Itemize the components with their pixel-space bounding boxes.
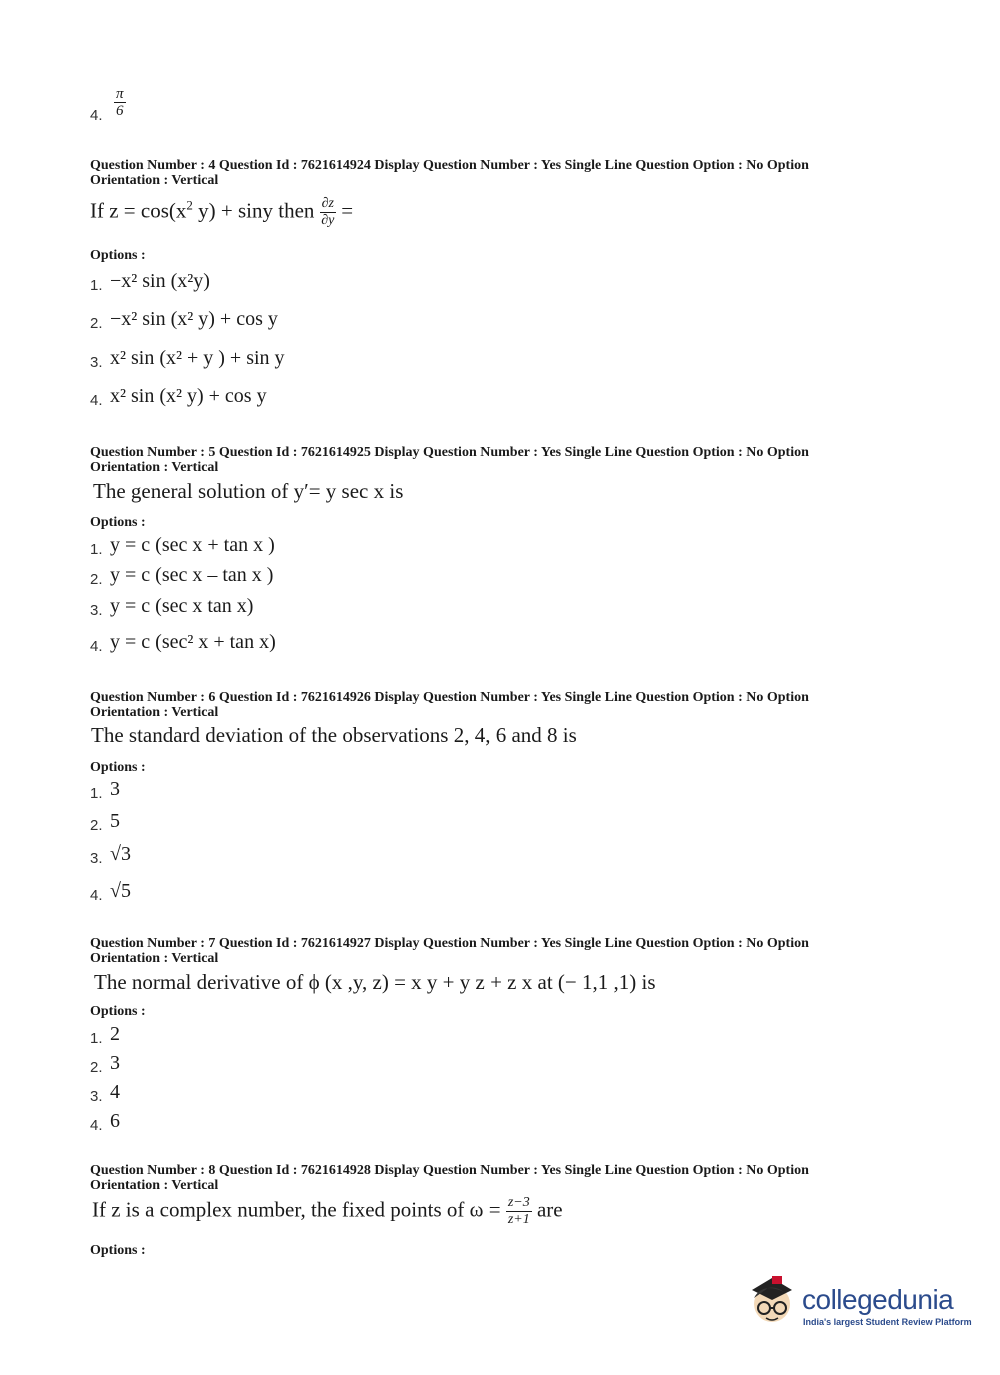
option: 2. 3 xyxy=(90,1052,120,1076)
question-6-meta: Question Number : 6 Question Id : 7621614926 Display Question Number : Yes Single Line Question Option : No Option Orientation : Vertical xyxy=(90,690,809,720)
option: 3. x² sin (x² + y ) + sin y xyxy=(90,347,285,371)
question-4-statement: If $z = \cos(x^2$ y) + siny then $\frac{\partial z}{\partial y}$ = xyxy=(90,196,354,228)
option: 4. y = c (sec² x + tan x) xyxy=(90,631,276,655)
collegedunia-logo xyxy=(742,1268,972,1338)
option: 1. 2 xyxy=(90,1023,120,1047)
question-4-meta: Question Number : 4 Question Id : 7621614924 Display Question Number : Yes Single Line Question Option : No Option Orientation : Vertical xyxy=(90,158,809,188)
options-label: Options : xyxy=(90,1243,146,1258)
option: 4. √5 xyxy=(90,880,131,904)
options-label: Options : xyxy=(90,1004,146,1019)
option-number: 4. xyxy=(90,107,103,125)
question-8-meta: Question Number : 8 Question Id : 7621614928 Display Question Number : Yes Single Line Question Option : No Option Orientation : Vertical xyxy=(90,1163,809,1193)
question-6-statement: The standard deviation of the observations 2, 4, 6 and 8 is xyxy=(91,723,577,747)
option: 1. 3 xyxy=(90,778,120,802)
partial-derivative-fraction: $\frac{\partial z}{\partial y}$ xyxy=(321,196,335,228)
question-7-statement: The normal derivative of ϕ (x ,y, z) = x y + y z + z x at (− 1,1 ,1) is xyxy=(94,970,656,994)
question-7-meta: Question Number : 7 Question Id : 7621614927 Display Question Number : Yes Single Line Question Option : No Option Orientation : Vertical xyxy=(90,936,809,966)
graduate-mascot-icon xyxy=(742,1268,802,1338)
options-label: Options : xyxy=(90,515,146,530)
brand-tagline: India's largest Student Review Platform xyxy=(803,1317,972,1327)
options-label: Options : xyxy=(90,248,146,263)
option: 3. 4 xyxy=(90,1081,120,1105)
option: 2. −x² sin (x² y) + cos y xyxy=(90,308,278,332)
question-5-meta: Question Number : 5 Question Id : 7621614925 Display Question Number : Yes Single Line Question Option : No Option Orientation : Vertical xyxy=(90,445,809,475)
option: 3. √3 xyxy=(90,843,131,867)
question-5-statement: The general solution of y′= y sec x is xyxy=(93,479,404,503)
fraction: $\frac{\pi}{6}$ xyxy=(116,86,124,119)
options-label: Options : xyxy=(90,760,146,775)
option: 1. y = c (sec x + tan x ) xyxy=(90,534,275,558)
option: 2. 5 xyxy=(90,810,120,834)
option: 3. y = c (sec x tan x) xyxy=(90,595,254,619)
option: 2. y = c (sec x – tan x ) xyxy=(90,564,274,588)
option: 4. 6 xyxy=(90,1110,120,1134)
option: 1. −x² sin (x²y) xyxy=(90,270,210,294)
question-8-statement: If z is a complex number, the fixed points of ω = $\frac{z-3}{z+1}$ are xyxy=(92,1195,563,1227)
option: 4. x² sin (x² y) + cos y xyxy=(90,385,267,409)
omega-fraction: $\frac{z-3}{z+1}$ xyxy=(507,1195,530,1227)
prev-option-4 xyxy=(90,86,126,125)
brand-name: collegedunia xyxy=(802,1284,954,1315)
